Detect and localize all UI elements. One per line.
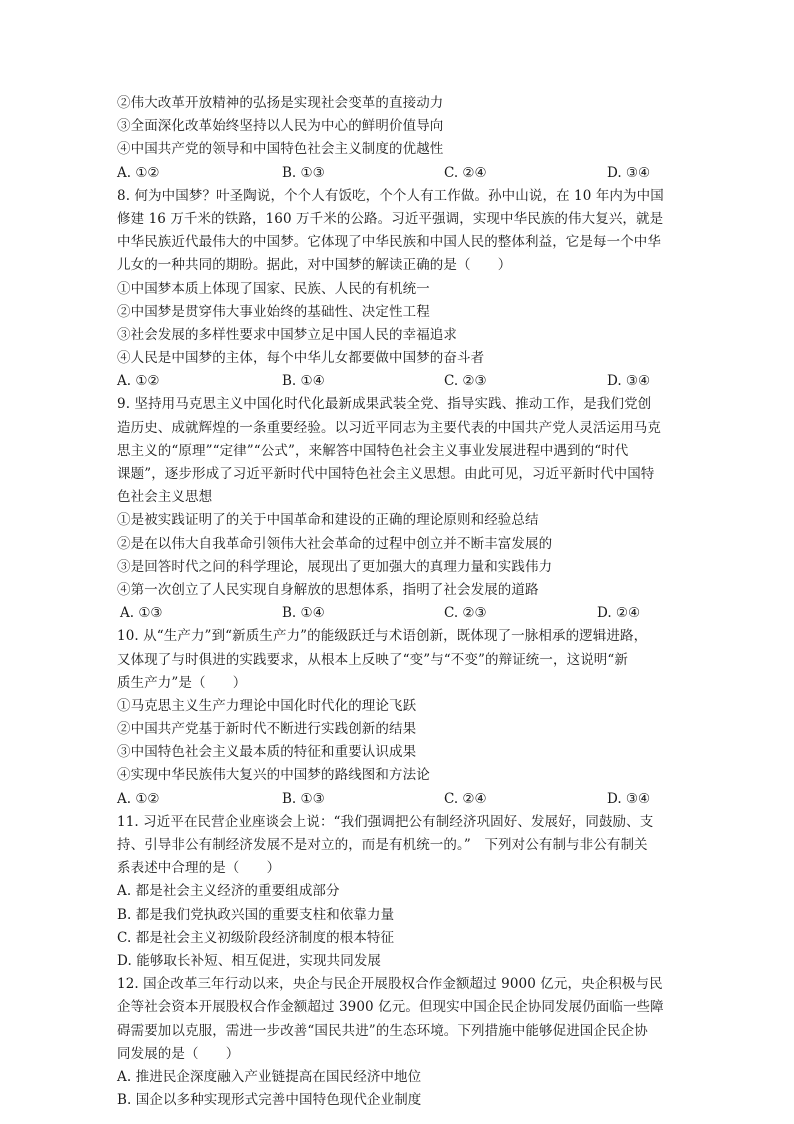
question-stem-line: 持、引导非公有制经济发展不是对立的，而是有机统一的。” 下列对公有制与非公有制关 (117, 837, 648, 853)
choice-a[interactable]: A. 推进民企深度融入产业链提高在国民经济中地位 (117, 1068, 422, 1085)
option-a[interactable]: A. ①③ (120, 605, 163, 622)
statement-3: ③中国特色社会主义最本质的特征和重要认识成果 (117, 744, 417, 761)
option-b[interactable]: B. ①③ (282, 790, 325, 807)
option-b[interactable]: B. ①④ (282, 605, 325, 622)
option-c[interactable]: C. ②③ (444, 605, 487, 622)
question-stem-line: 修建 16 万千米的铁路，160 万千米的公路。习近平强调，实现中华民族的伟大复兴，就是 (117, 210, 664, 227)
question-9 (117, 393, 687, 625)
answer-options (117, 370, 687, 393)
question-8 (117, 185, 687, 394)
question-stem-line: 课题”，逐步形成了习近平新时代中国特色社会主义思想。由此可见，习近平新时代中国特 (117, 466, 655, 482)
statement-4: ④中国共产党的领导和中国特色社会主义制度的优越性 (117, 141, 444, 158)
statement-2: ②中国梦是贯穿伟大事业始终的基础性、决定性工程 (117, 303, 430, 320)
option-b[interactable]: B. ①④ (282, 373, 325, 390)
question-stem-line: 中华民族近代最伟大的中国梦。它体现了中华民族和中国人民的整体利益，它是每一个中华 (117, 234, 661, 251)
option-c[interactable]: C. ②④ (444, 164, 487, 181)
option-d[interactable]: D. ②④ (597, 605, 641, 622)
option-c[interactable]: C. ②④ (444, 790, 487, 807)
question-stem-line: 又体现了与时俱进的实践要求，从根本上反映了“变”与“不变”的辩证统一，这说明“新 (117, 651, 629, 668)
question-stem-line: 9. 坚持用马克思主义中国化时代化最新成果武装全党、指导实践、推动工作，是我们党创 (117, 396, 652, 413)
statement-4: ④实现中华民族伟大复兴的中国梦的路线图和方法论 (117, 767, 430, 784)
choice-d[interactable]: D. 能够取长补短、相互促进，实现共同发展 (117, 952, 382, 969)
question-stem-line: 10. 从“生产力”到“新质生产力”的能级跃迁与术语创新，既体现了一脉相承的逻辑进路， (117, 628, 648, 645)
question-stem-line: 企等社会资本开展股权合作金额超过 3900 亿元。但现实中国企民企协同发展仍面临一些障 (117, 999, 664, 1016)
statement-3: ③全面深化改革始终坚持以人民为中心的鲜明价值导向 (117, 118, 444, 135)
option-b[interactable]: B. ①③ (282, 164, 325, 181)
statement-3: ③是回答时代之问的科学理论，展现出了更加强大的真理力量和实践伟力 (117, 558, 553, 575)
answer-options (117, 162, 687, 185)
option-a[interactable]: A. ①② (117, 164, 160, 181)
option-d[interactable]: D. ③④ (607, 164, 651, 181)
question-stem-line: 思主义的“原理”“定律”“公式”，来解答中国特色社会主义事业发展进程中遇到的“时代 (117, 442, 629, 459)
question-7-tail (117, 92, 687, 185)
answer-options (117, 788, 687, 811)
answer-options (117, 602, 687, 625)
question-10 (117, 625, 687, 811)
question-stem-line: 质生产力”是（ ） (117, 674, 247, 691)
question-stem-line: 11. 习近平在民营企业座谈会上说：“我们强调把公有制经济巩固好、发展好，同鼓励、支 (117, 813, 654, 830)
question-stem-line: 8. 何为中国梦？叶圣陶说，个个人有饭吃，个个人有工作做。孙中山说，在 10 年内为中国 (117, 187, 664, 204)
option-a[interactable]: A. ①② (117, 373, 160, 390)
question-stem-line: 同发展的是（ ） (117, 1045, 240, 1062)
option-d[interactable]: D. ③④ (607, 373, 651, 390)
statement-2: ②伟大改革开放精神的弘扬是实现社会变革的直接动力 (117, 95, 444, 111)
question-stem-line: 12. 国企改革三年行动以来，央企与民企开展股权合作金额超过 9000 亿元，央企积极与民 (117, 976, 663, 993)
statement-1: ①马克思主义生产力理论中国化时代化的理论飞跃 (117, 697, 417, 714)
choice-b[interactable]: B. 都是我们党执政兴国的重要支柱和依靠力量 (117, 906, 395, 923)
statement-2: ②是在以伟大自我革命引领伟大社会革命的过程中创立并不断丰富发展的 (117, 535, 553, 552)
option-d[interactable]: D. ③④ (607, 790, 651, 807)
option-c[interactable]: C. ②③ (444, 373, 487, 390)
question-11 (117, 811, 687, 973)
statement-4: ④第一次创立了人民实现自身解放的思想体系，指明了社会发展的道路 (117, 581, 539, 598)
question-stem-line: 造历史、成就辉煌的一条重要经验。以习近平同志为主要代表的中国共产党人灵活运用马克 (117, 419, 661, 436)
statement-2: ②中国共产党基于新时代不断进行实践创新的结果 (117, 721, 417, 738)
question-stem-line: 儿女的一种共同的期盼。据此，对中国梦的解读正确的是（ ） (117, 257, 512, 274)
question-stem-line: 碍需要加以克服，需进一步改善“国民共进”的生态环境。下列措施中能够促进国企民企协 (117, 1022, 648, 1039)
statement-1: ①是被实践证明了的关于中国革命和建设的正确的理论原则和经验总结 (117, 512, 539, 529)
choice-b[interactable]: B. 国企以多种实现形式完善中国特色现代企业制度 (117, 1092, 422, 1109)
statement-1: ①中国梦本质上体现了国家、民族、人民的有机统一 (117, 280, 430, 297)
exam-page (117, 92, 687, 1112)
choice-a[interactable]: A. 都是社会主义经济的重要组成部分 (117, 883, 340, 900)
option-a[interactable]: A. ①② (117, 790, 160, 807)
statement-3: ③社会发展的多样性要求中国梦立足中国人民的幸福追求 (117, 326, 457, 343)
choice-c[interactable]: C. 都是社会主义初级阶段经济制度的根本特征 (117, 929, 395, 946)
question-stem-line: 系表述中合理的是（ ） (117, 860, 281, 877)
question-12 (117, 973, 687, 1112)
statement-4: ④人民是中国梦的主体，每个中华儿女都要做中国梦的奋斗者 (117, 350, 485, 367)
question-stem-line: 色社会主义思想 (117, 489, 213, 506)
